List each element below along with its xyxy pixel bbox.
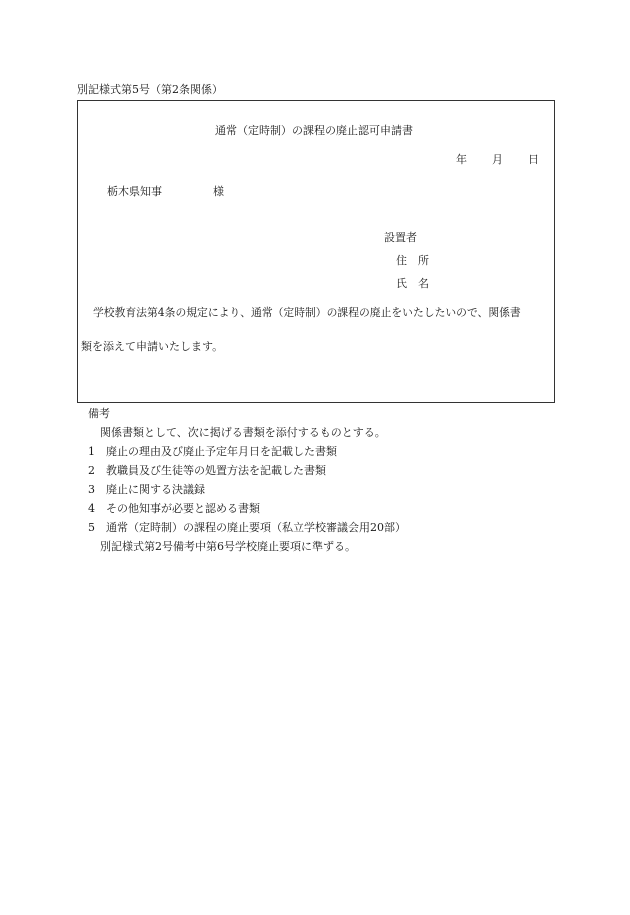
date-month: 月	[492, 153, 503, 166]
form-title: 通常（定時制）の課程の廃止認可申請書	[215, 124, 413, 137]
remarks-item-number: 4	[88, 502, 95, 515]
remarks-heading: 備考	[88, 407, 110, 420]
applicant-name-label: 氏 名	[396, 277, 429, 290]
body-text-line-2: 類を添えて申請いたします。	[81, 340, 224, 353]
date-day: 日	[528, 153, 539, 166]
date-year: 年	[456, 153, 467, 166]
applicant-label: 設置者	[384, 231, 417, 244]
remarks-intro: 関係書類として、次に掲げる書類を添付するものとする。	[100, 426, 386, 439]
remarks-item-text: 通常（定時制）の課程の廃止要項（私立学校審議会用20部）	[106, 521, 406, 534]
remarks-item-text: その他知事が必要と認める書類	[106, 502, 260, 515]
remarks-note: 別記様式第2号備考中第6号学校廃止要項に準ずる。	[100, 540, 356, 553]
remarks-item-text: 廃止に関する決議録	[106, 483, 205, 496]
remarks-item-number: 2	[88, 464, 95, 477]
addressee-honorific: 様	[213, 185, 224, 198]
remarks-item-number: 1	[88, 445, 95, 458]
form-label: 別記様式第5号（第2条関係）	[77, 83, 223, 96]
remarks-item-text: 教職員及び生徒等の処置方法を記載した書類	[106, 464, 326, 477]
remarks-item-text: 廃止の理由及び廃止予定年月日を記載した書類	[106, 445, 337, 458]
application-form-box	[77, 100, 555, 403]
remarks-item-number: 3	[88, 483, 95, 496]
addressee-name: 栃木県知事	[107, 185, 162, 198]
remarks-item-number: 5	[88, 521, 95, 534]
applicant-address-label: 住 所	[396, 254, 429, 267]
body-text-line-1: 学校教育法第4条の規定により、通常（定時制）の課程の廃止をいたしたいので、関係書	[93, 306, 521, 319]
